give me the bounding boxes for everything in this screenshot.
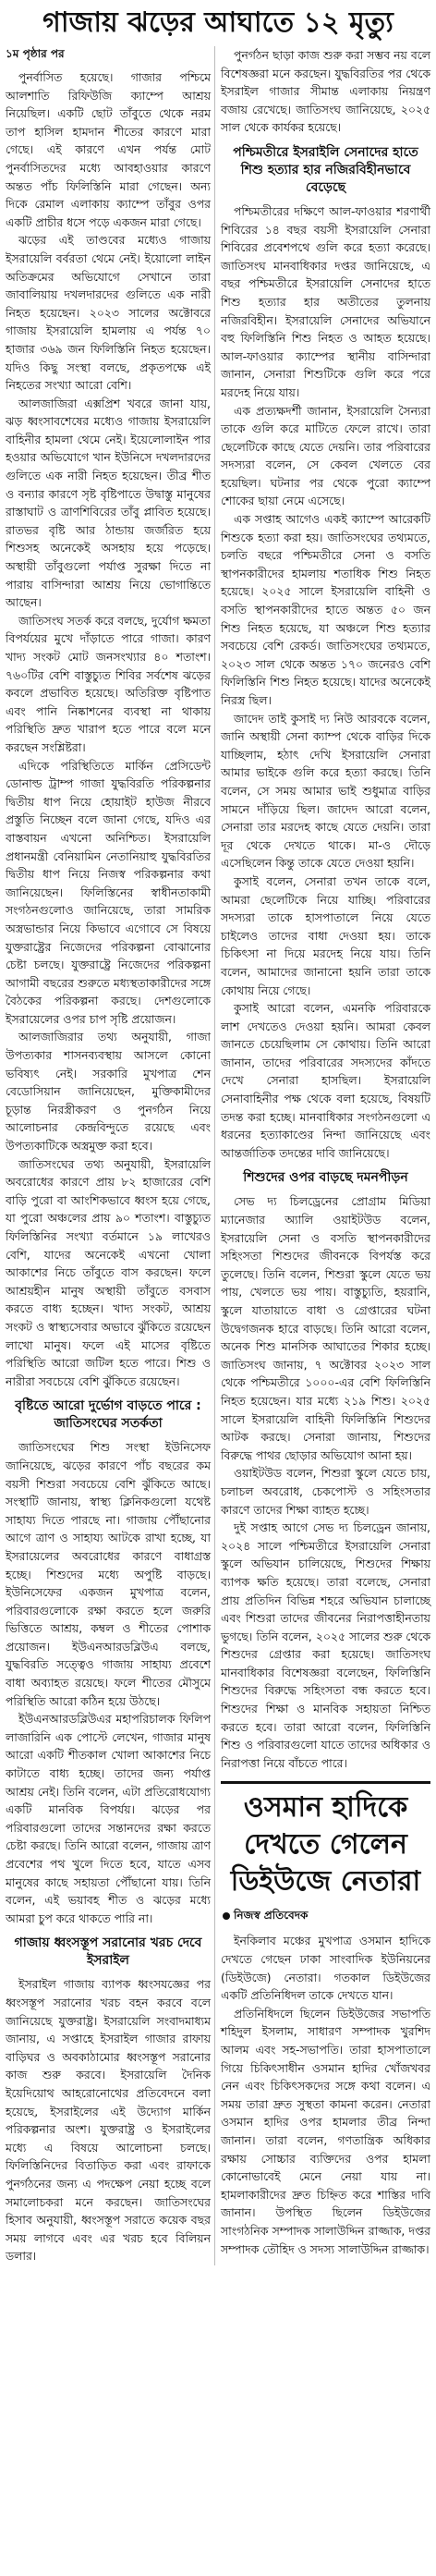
paragraph: জাতিসংঘ সতর্ক করে বলছে, দুর্যোগ ক্ষমতা বিপর্যয়ের মুখে দাঁড়াতে পারে গাজা। কারণ খাদ্য সংকট মোট জনসংখ্যার ৪০ শতাংশ। ৭৬০টির বেশি বাস্তুচ্যুত শিবির সর্বশেষ ঝড়ের কবলে প্রভাবিত হয়েছে। অতিরিক্ত বৃষ্টিপাত এবং পানি নিষ্কাশনের ব্যবস্থা না থাকায় পরিস্থিতি দ্রুত খারাপ হতে পারে বলে মনে করছেন সংশ্লিষ্টরা। bbox=[6, 613, 211, 754]
right-column bbox=[221, 46, 430, 2258]
paragraph: ঝড়ের এই তাণ্ডবের মধ্যেও গাজায় ইসরায়েলি বর্বরতা থেমে নেই। ইয়োলো লাইন অতিক্রমের অভিযোগে সেখানে তারা জাবালিয়ায় দখলদারদের গুলিতে এক নারী নিহত হয়েছেন। ২০২৩ সালের অক্টোবরে গাজায় ইসরায়েলি হামলায় এ পর্যন্ত ৭০ হাজার ৩৬৯ জন ফিলিস্তিনি নিহত হয়েছেন। যদিও কিছু সংস্থা বলছে, প্রকৃতপক্ষে এই নিহতের সংখ্যা আরো বেশি। bbox=[6, 233, 211, 393]
paragraph: পুনর্বাসিত হয়েছে। গাজার পশ্চিমে আলশাতি রিফিউজি ক্যাম্পে আশ্রয় নিয়েছিল। একটি ছোট তাঁবুতে থেকে নরম তাপ হাসিল হামদান শীতের কারণে মারা গেছে। এই কারণে এখন পর্যন্ত মোট পুনর্বাসিতদের মধ্যে আবহাওয়ার কারণে অন্তত পাঁচ ফিলিস্তিনি মারা গেছেন। অন্য দিকে রেমাল এলাকায় ক্যাম্পে তাঁবুর ওপর একটি প্রাচীর ধসে পড়ে একজন মারা গেছে। bbox=[6, 70, 211, 229]
paragraph: আলজাজিরার তথ্য অনুযায়ী, গাজা উপত্যকার শাসনব্যবস্থায় আসলে কোনো ভবিষ্যৎ নেই। সরকারি মুখপাত্র শেন বেডোসিয়ান জানিয়েছেন, মুক্তিকামীদের চূড়ান্ত নিরস্ত্রীকরণ ও পুনর্গঠন নিয়ে আলোচনার কেন্দ্রবিন্দুতে রয়েছে এবং উপত্যকাটিকে অস্ত্রমুক্ত করা হবে। bbox=[6, 1030, 211, 1154]
paragraph: জাদেদ তাই কুসাই দ্য নিউ আরবকে বলেন, জানি অস্থায়ী সেনা ক্যাম্প থেকে বাড়ির দিকে যাচ্ছিলাম, হঠাৎ দেখি ইসরায়েলি সেনারা আমার ভাইকে গুলি করে হত্যা করছে। তিনি বলেন, সে সময় আমার ভাই শুধুমাত্র বাড়ির সামনে দাঁড়িয়ে ছিল। জাদেদ আরো বলেন, সেনারা তার মরদেহ কাছে যেতে দেয়নি। তারা দূর থেকে দেখতে থাকে। মা-ও দৌড়ে এসেছিলেন কিন্তু তাকে যেতে দেওয়া হয়নি। bbox=[221, 711, 430, 871]
continuation-kicker: ১ম পৃষ্ঠার পর bbox=[6, 47, 65, 60]
paragraph: ইসরাইল গাজায় ব্যাপক ধ্বংসযজ্ঞের পর ধ্বংসস্তূপ সরানোর খরচ বহন করবে বলে জানিয়েছে যুক্তরাষ্ট্র। ইসরায়েলি সংবাদমাধ্যম জানায়, এ সপ্তাহে ইসরাইল গাজার রাফায় বাড়িঘর ও অবকাঠামোর ধ্বংসস্তূপ সরানোর কাজ শুরু করবে। ইসরায়েলি দৈনিক ইয়েদিয়োথ আহরোনোথের প্রতিবেদনে বলা হয়েছে, ইসরাইলের এই উদ্যোগ মার্কিন পরিকল্পনার অংশ। যুক্তরাষ্ট্র ও ইসরাইলের মধ্যে এ বিষয়ে আলোচনা চলছে। ফিলিস্তিনিদের বিতাড়িত করা এবং রাফাকে পুনর্গঠনের জন্য এ পদক্ষেপ নেয়া হচ্ছে বলে সমালোচকরা মনে করছেন। জাতিসংঘের হিসাব অনুযায়ী, ধ্বংসস্তূপ সরাতে কয়েক বছর সময় লাগবে এবং এর খরচ হবে বিলিয়ন ডলার। bbox=[6, 1977, 211, 2264]
subheading: গাজায় ধ্বংসস্তূপ সরানোর খরচ দেবে ইসরাইল bbox=[14, 1935, 202, 1969]
byline-text: নিজস্ব প্রতিবেদক bbox=[234, 1909, 309, 1923]
paragraph: এদিকে পরিস্থিতিতে মার্কিন প্রেসিডেন্ট ডোনাল্ড ট্রাম্প গাজা যুদ্ধবিরতি পরিকল্পনার দ্বিতীয় ধাপ নিয়ে হোয়াইট হাউজ নীরবে প্রস্তুতি নিচ্ছেন বলে জানা গেছে, যদিও এর বাস্তবায়ন এখনো অনিশ্চিত। ইসরায়েলি প্রধানমন্ত্রী বেনিয়ামিন নেতানিয়াহু যুদ্ধবিরতির দ্বিতীয় ধাপ নিয়ে নিজস্ব পরিকল্পনার কথা জানিয়েছেন। ফিলিস্তিনের স্বাধীনতাকামী সংগঠনগুলোও জানিয়েছে, তারা সামরিক অস্ত্রভান্ডার নিয়ে কিভাবে এগোবে সে বিষয়ে যুক্তরাষ্ট্রের নিজেদের পরিকল্পনা বোঝানোর চেষ্টা চলছে। যুক্তরাষ্ট্রে নিজেদের পরিকল্পনা আগামী বছরের শুরুতে মধ্যস্থতাকারীদের সঙ্গে বৈঠকের পরিকল্পনা করছে। দেশগুলোকে ইসরায়েলের ওপর চাপ সৃষ্টি প্রয়োজন। bbox=[6, 758, 211, 1026]
paragraph: ওয়াইটউড বলেন, শিশুরা স্কুলে যেতে চায়, চলাচল অবরোধ, চেকপোস্ট ও সহিংসতার কারণে তাদের শিক্ষা ব্যাহত হচ্ছে। bbox=[221, 1466, 430, 1517]
second-article-headline: ওসমান হাদিকে দেখতে গেলেন ডিইউজে নেতারা bbox=[221, 1781, 430, 1900]
paragraph: ইউএনআরডব্লিউএর মহাপরিচালক ফিলিপ লাজারিনি এক পোস্টে লেখেন, গাজার মানুষ আরো একটি শীতকাল খোলা আকাশের নিচে কাটাতে বাধ্য হচ্ছে। তাদের জন্য পর্যাপ্ত আশ্রয় নেই। তিনি বলেন, এটা প্রতিরোধযোগ্য একটি মানবিক বিপর্যয়। ঝড়ের পর পরিবারগুলো তাদের সন্তানদের রক্ষা করতে চেষ্টা করছে। তিনি আরো বলেন, গাজায় ত্রাণ প্রবেশের পথ খুলে দিতে হবে, যাতে এসব মানুষের কাছে সহায়তা পৌঁছানো যায়। তিনি বলেন, এই ভয়াবহ শীত ও ঝড়ের মধ্যে আমরা চুপ করে থাকতে পারি না। bbox=[6, 1712, 211, 1925]
paragraph: কুসাই আরো বলেন, এমনকি পরিবারকে লাশ দেখতেও দেওয়া হয়নি। আমরা কেবল জানতে চেয়েছিলাম সে কোথায়। তিনি আরো জানান, তাদের পরিবারের সদস্যদের কাঁদতে দেখে সেনারা হাসছিল। ইসরায়েলি সেনাবাহিনীর পক্ষ থেকে বলা হয়েছে, বিষয়টি তদন্ত করা হচ্ছে। মানবাধিকার সংগঠনগুলো এ ধরনের হত্যাকাণ্ডের নিন্দা জানিয়েছে এবং আন্তর্জাতিক তদন্তের দাবি জানিয়েছে। bbox=[221, 1001, 430, 1160]
paragraph: দুই সপ্তাহ আগে সেভ দ্য চিলড্রেন জানায়, ২০২৪ সালে পশ্চিমতীরে ইসরায়েলি সেনারা স্কুলে অভিযান চালিয়েছে, শিশুদের শিক্ষায় ব্যাপক ক্ষতি হয়েছে। তারা বলেছে, সেনারা প্রায় প্রতিদিন বিভিন্ন শহরে অভিযান চালাচ্ছে এবং শিশুরা তাদের জীবনের নিরাপত্তাহীনতায় ভুগছে। তিনি বলেন, ২০২৫ সালের শুরু থেকে শিশুদের গ্রেপ্তার করা হয়েছে। জাতিসংঘ মানবাধিকার বিশেষজ্ঞরা বলেছেন, ফিলিস্তিনি শিশুদের বিরুদ্ধে সহিংসতা বন্ধ করতে হবে। শিশুদের শিক্ষা ও মানবিক সহায়তা নিশ্চিত করতে হবে। তারা আরো বলেন, ফিলিস্তিনি শিশু ও পরিবারগুলো যাতে তাদের অধিকার ও নিরাপত্তা নিয়ে বাঁচতে পারে। bbox=[221, 1520, 430, 1770]
paragraph: কুসাই বলেন, সেনারা তখন তাকে বলে, আমরা ছেলেটিকে নিয়ে যাচ্ছি। পরিবারের সদস্যরা তাকে হাসপাতালে নিয়ে যেতে চাইলেও তাদের বাধা দেওয়া হয়। তাকে চিকিৎসা না দিয়ে মরদেহ নিয়ে যায়। তিনি বলেন, আমাদের জানানো হয়নি তারা তাকে কোথায় নিয়ে গেছে। bbox=[221, 873, 430, 997]
paragraph: প্রতিনিধিদলে ছিলেন ডিইউজের সভাপতি শহিদুল ইসলাম, সাধারণ সম্পাদক খুরশিদ আলম এবং সহ-সভাপতি। তারা হাসপাতালে গিয়ে চিকিৎসাধীন ওসমান হাদির খোঁজখবর নেন এবং চিকিৎসকদের সঙ্গে কথা বলেন। এ সময় তারা দ্রুত সুস্থতা কামনা করেন। নেতারা ওসমান হাদির ওপর হামলার তীব্র নিন্দা জানান। তারা বলেন, গণতান্ত্রিক অধিকার রক্ষায় সোচ্চার ব্যক্তিদের ওপর হামলা কোনোভাবেই মেনে নেয়া যায় না। হামলাকারীদের দ্রুত চিহ্নিত করে শাস্তির দাবি জানান। উপস্থিত ছিলেন ডিইউজের সাংগঠনিক সম্পাদক সালাউদ্দিন রাজ্জাক, দপ্তর সম্পাদক তৌহিদ ও সদস্য সালাউদ্দিন রাজ্জাক। bbox=[221, 2006, 430, 2256]
paragraph: পশ্চিমতীরের দক্ষিণে আল-ফাওয়ার শরণার্থী শিবিরের ১৪ বছর বয়সী ইসরায়েলি সেনারা শিবিরের প্রবেশপথে গুলি করে হত্যা করেছে। জাতিসংঘ মানবাধিকার দপ্তর জানিয়েছে, এ বছর পশ্চিমতীরে ইসরায়েলি সেনাদের হাতে শিশু হত্যার হার অতীতের তুলনায় নজিরবিহীন। ইসরায়েলি সেনাদের অভিযানে বহু ফিলিস্তিনি শিশু নিহত ও আহত হয়েছে। আল-ফাওয়ার ক্যাম্পের স্থানীয় বাসিন্দারা জানান, সেনারা শিশুটিকে গুলি করে পরে মরদেহ নিয়ে যায়। bbox=[221, 203, 430, 399]
paragraph: জাতিসংঘের শিশু সংস্থা ইউনিসেফ জানিয়েছে, ঝড়ের কারণে পাঁচ বছরের কম বয়সী শিশুরা সবচেয়ে বেশি ঝুঁকিতে আছে। সংস্থাটি জানায়, স্বাস্থ্য ক্লিনিকগুলো যথেষ্ট সাহায্য দিতে পারছে না। গাজায় পৌঁছানোর আগে ত্রাণ ও সাহায্য আটকে রাখা হচ্ছে, যা ইসরায়েলের অবরোধের কারণে বাধাগ্রস্ত হচ্ছে। শিশুদের মধ্যে অপুষ্টি বাড়ছে। ইউনিসেফের একজন মুখপাত্র বলেন, পরিবারগুলোকে রক্ষা করতে হলে জরুরি ভিত্তিতে আশ্রয়, কম্বল ও শীতের পোশাক প্রয়োজন। ইউএনআরডব্লিউএ বলছে, যুদ্ধবিরতি সত্ত্বেও গাজায় সাহায্য প্রবেশে বাধা অব্যাহত রয়েছে। ফলে শীতের মৌসুমে পরিস্থিতি আরো কঠিন হয়ে উঠছে। bbox=[6, 1440, 211, 1708]
left-column bbox=[6, 46, 215, 2265]
subheading: শিশুদের ওপর বাড়ছে দমনপীড়ন bbox=[243, 1170, 408, 1186]
paragraph: এক প্রত্যক্ষদর্শী জানান, ইসরায়েলি সৈন্যরা তাকে গুলি করে মাটিতে ফেলে রাখে। তারা ছেলেটিকে কাছে যেতে দেয়নি। তার পরিবারের সদস্যরা বলেন, সে কেবল খেলতে বের হয়েছিল। ঘটনার পর থেকে পুরো ক্যাম্পে শোকের ছায়া নেমে এসেছে। bbox=[221, 403, 430, 508]
byline bbox=[223, 1908, 430, 1926]
bullet-icon bbox=[223, 1912, 230, 1920]
paragraph: সেভ দ্য চিলড্রেনের প্রোগ্রাম মিডিয়া ম্যানেজার অ্যালি ওয়াইটউড বলেন, ইসরায়েলি সেনা ও বসতি স্থাপনকারীদের সহিংসতা শিশুদের জীবনকে বিপর্যস্ত করে তুলেছে। তিনি বলেন, শিশুরা স্কুলে যেতে ভয় পায়, খেলতে ভয় পায়। বাস্তুচ্যুতি, হয়রানি, স্কুলে যাতায়াতে বাধা ও গ্রেপ্তারের ঘটনা উদ্বেগজনক হারে বাড়ছে। তিনি আরো বলেন, অনেক শিশু মানসিক আঘাতের শিকার হচ্ছে। জাতিসংঘ জানায়, ৭ অক্টোবর ২০২৩ সাল থেকে পশ্চিমতীরে ১০০০-এর বেশি ফিলিস্তিনি নিহত হয়েছেন। যার মধ্যে ২১৯ শিশু। ২০২৫ সালে ইসরায়েলি বাহিনী ফিলিস্তিনি শিশুদের আটক করছে। সেনারা জানায়, শিশুদের বিরুদ্ধে পাথর ছোড়ার অভিযোগ আনা হয়। bbox=[221, 1194, 430, 1462]
paragraph: এক সপ্তাহ আগেও একই ক্যাম্পে আরেকটি শিশুকে হত্যা করা হয়। জাতিসংঘের তথ্যমতে, চলতি বছরে পশ্চিমতীরে সেনা ও বসতি স্থাপনকারীদের হামলায় শতাধিক শিশু নিহত হয়েছে। ২০২৫ সালে ইসরায়েলি বাহিনী ও বসতি স্থাপনকারীদের হাতে অন্তত ৫০ জন শিশু নিহত হয়েছে, যা অঞ্চলে শিশু হত্যার সবচেয়ে বেশি রেকর্ড। জাতিসংঘের তথ্যমতে, ২০২৩ সাল থেকে অন্তত ১৭০ জনেরও বেশি ফিলিস্তিনি শিশু নিহত হয়েছে। যাদের অনেকেই নিরস্ত্র ছিল। bbox=[221, 512, 430, 707]
paragraph: পুনর্গঠন ছাড়া কাজ শুরু করা সম্ভব নয় বলে বিশেষজ্ঞরা মনে করছেন। যুদ্ধবিরতির পর থেকে ইসরাইল গাজার সীমান্ত এলাকায় নিয়ন্ত্রণ বজায় রেখেছে। জাতিসংঘ জানিয়েছে, ২০২৫ সাল থেকে কার্যকর হয়েছে। bbox=[221, 48, 430, 135]
subheading: পশ্চিমতীরে ইসরাইলি সেনাদের হাতে শিশু হত্যার হার নজিরবিহীনভাবে বেড়েছে bbox=[233, 144, 418, 195]
paragraph: আলজাজিরা এক্সপ্রিশ খবরে জানা যায়, ঝড় ধ্বংসাবশেষের মধ্যেও গাজায় ইসরায়েলি বাহিনীর হামলা থেমে নেই। ইয়েলোলাইন পার হওয়ার অভিযোগে খান ইউনিসে দখলদারদের গুলিতে এক নারী নিহত হয়েছেন। তীব্র শীত ও বন্যার কারণে সৃষ্ট বৃষ্টিপাতে উদ্বাস্তু মানুষের রাস্তাঘাট ও ত্রাণশিবিরের তাঁবু প্লাবিত হয়েছে। রাতভর বৃষ্টি আর ঠান্ডায় জর্জরিত হয়ে শিশুসহ অনেকেই অসহায় হয়ে পড়েছে। অস্থায়ী তাঁবুগুলো পর্যাপ্ত সুরক্ষা দিতে না পারায় বাসিন্দারা আশ্রয় নিয়ে ভোগান্তিতে আছেন। bbox=[6, 396, 211, 610]
main-headline: গাজায় ঝড়ের আঘাতে ১২ মৃত্যু bbox=[42, 6, 394, 39]
subheading: বৃষ্টিতে আরো দুর্ভোগ বাড়তে পারে : জাতিসংঘের সতর্কতা bbox=[15, 1398, 201, 1432]
article-columns bbox=[6, 46, 430, 2265]
paragraph: জাতিসংঘের তথ্য অনুযায়ী, ইসরায়েলি অবরোধের কারণে প্রায় ৮২ হাজারের বেশি বাড়ি পুরো বা আংশিকভাবে ধ্বংস হয়ে গেছে, যা পুরো অঞ্চলের প্রায় ৯০ শতাংশ। বাস্তুচ্যুত ফিলিস্তিনির সংখ্যা বর্তমানে ১৯ লাখেরও বেশি, যাদের অনেকেই এখনো খোলা আকাশের নিচে তাঁবুতে বাস করছেন। ফলে আশ্রয়হীন মানুষ অস্থায়ী তাঁবুতে বসবাস করতে বাধ্য হচ্ছেন। খাদ্য সংকট, আশ্রয় সংকট ও স্বাস্থ্যসেবার অভাবে ঝুঁকিতে রয়েছেন লাখো মানুষ। ফলে এই মাসের বৃষ্টিতে পরিস্থিতি আরো জটিল হতে পারে। শিশু ও নারীরা সবচেয়ে বেশি ঝুঁকিতে রয়েছেন। bbox=[6, 1156, 211, 1388]
paragraph: ইনকিলাব মঞ্চের মুখপাত্র ওসমান হাদিকে দেখতে গেছেন ঢাকা সাংবাদিক ইউনিয়নের (ডিইউজে) নেতারা। গতকাল ডিইউজের একটি প্রতিনিধিদল তাকে দেখতে যান। bbox=[221, 1934, 430, 2003]
